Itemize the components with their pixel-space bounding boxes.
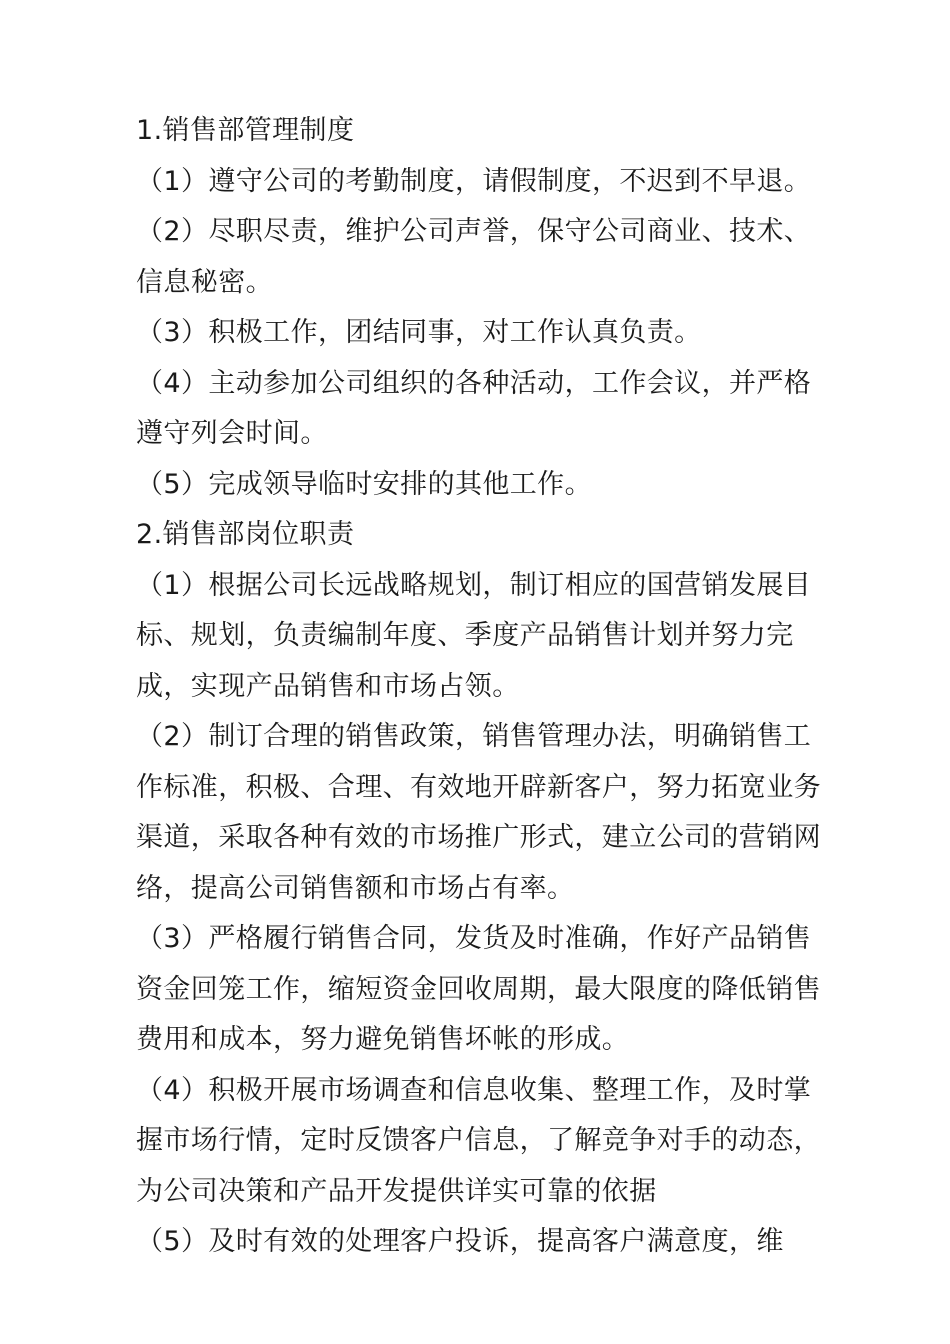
list-item: （5）及时有效的处理客户投诉，提高客户满意度，维 — [136, 1226, 784, 1257]
list-item: （4）积极开展市场调查和信息收集、整理工作，及时掌握市场行情，定时反馈客户信息，了解竞争对手的动态，为公司决策和产品开发提供详实可靠的依据 — [136, 1074, 821, 1207]
list-item: （2）尽职尽责，维护公司声誉，保守公司商业、技术、信息秘密。 — [136, 216, 812, 298]
section-heading: 1.销售部管理制度 — [136, 115, 355, 146]
section-heading: 2.销售部岗位职责 — [136, 519, 355, 550]
list-item: （3）严格履行销售合同，发货及时准确，作好产品销售资金回笼工作，缩短资金回收周期，最大限度的降低销售费用和成本，努力避免销售坏帐的形成。 — [136, 923, 821, 1055]
list-item: （1）遵守公司的考勤制度，请假制度，不迟到不早退。 — [136, 165, 812, 197]
section-job-duties — [136, 510, 826, 1268]
list-item: （1）根据公司长远战略规划，制订相应的国营销发展目标、规划，负责编制年度、季度产品销售计划并努力完成，实现产品销售和市场占领。 — [136, 569, 812, 702]
list-item: （5）完成领导临时安排的其他工作。 — [136, 468, 592, 500]
section-management-rules — [136, 106, 826, 510]
list-item: （4）主动参加公司组织的各种活动，工作会议，并严格遵守列会时间。 — [136, 367, 812, 449]
document-body — [136, 106, 826, 1268]
list-item: （2）制订合理的销售政策，销售管理办法，明确销售工作标准，积极、合理、有效地开辟新客户，努力拓宽业务渠道，采取各种有效的市场推广形式，建立公司的营销网络，提高公司销售额和市场占有率。 — [136, 721, 821, 904]
list-item: （3）积极工作，团结同事，对工作认真负责。 — [136, 317, 702, 348]
